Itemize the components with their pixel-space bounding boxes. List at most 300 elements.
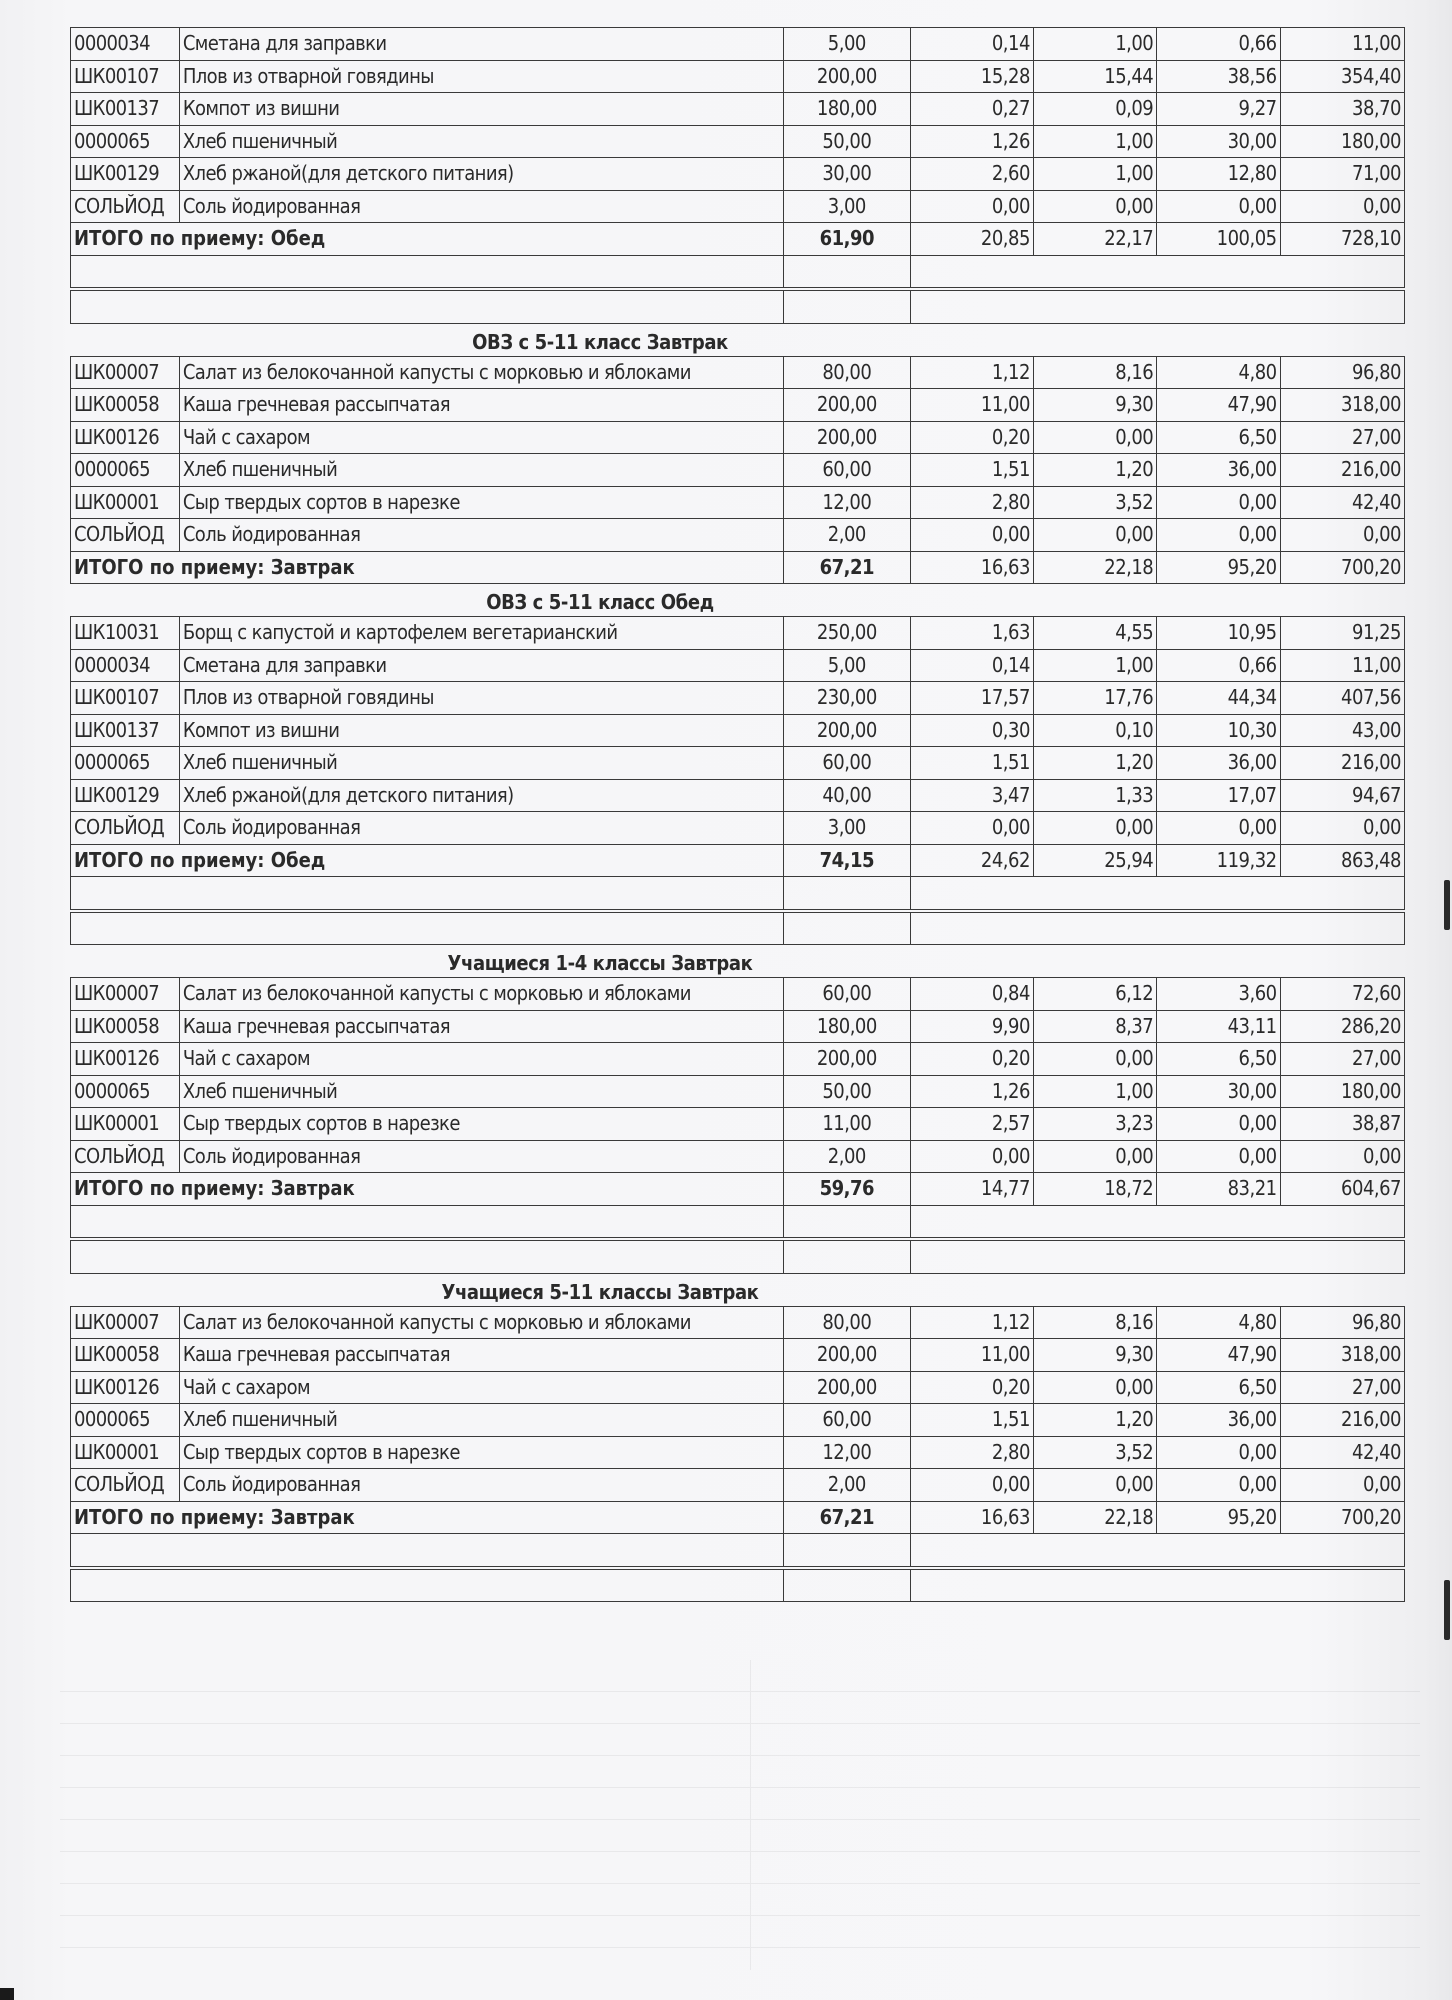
dish-proteins: 1,26 [910,1075,1033,1108]
table-row [71,978,1405,1011]
dish-name: Плов из отварной говядины [179,682,783,715]
table-row [71,1108,1405,1141]
total-kcal: 604,67 [1280,1173,1404,1206]
dish-weight: 50,00 [784,125,910,158]
dish-proteins: 0,00 [910,190,1033,223]
dish-kcal: 318,00 [1280,389,1404,422]
dish-proteins: 0,27 [910,93,1033,126]
table-row [71,1043,1405,1076]
dish-fats: 15,44 [1033,60,1156,93]
dish-proteins: 1,26 [910,125,1033,158]
dish-code: ШК00058 [71,1339,180,1372]
dish-weight: 230,00 [784,682,910,715]
dish-kcal: 11,00 [1280,28,1404,61]
dish-fats: 3,52 [1033,486,1156,519]
dish-code: ШК00129 [71,779,180,812]
dish-carbs: 0,00 [1157,1140,1280,1173]
blank-row [71,911,1405,945]
dish-proteins: 1,12 [910,1306,1033,1339]
dish-name: Соль йодированная [179,190,783,223]
blank-row [71,1239,1405,1273]
table-row [71,486,1405,519]
dish-carbs: 17,07 [1157,779,1280,812]
dish-kcal: 0,00 [1280,1140,1404,1173]
dish-weight: 200,00 [784,714,910,747]
dish-proteins: 1,51 [910,454,1033,487]
dish-weight: 2,00 [784,1140,910,1173]
meal-table [70,27,1405,324]
dish-carbs: 47,90 [1157,1339,1280,1372]
total-label: ИТОГО по приему: Завтрак [71,1501,784,1534]
dish-name: Хлеб пшеничный [179,1075,783,1108]
total-row [71,1501,1405,1534]
dish-kcal: 354,40 [1280,60,1404,93]
dish-proteins: 9,90 [910,1010,1033,1043]
dish-carbs: 38,56 [1157,60,1280,93]
dish-carbs: 10,95 [1157,617,1280,650]
scan-corner-mark [0,1988,14,2000]
dish-weight: 2,00 [784,519,910,552]
table-row [71,812,1405,845]
dish-carbs: 36,00 [1157,1404,1280,1437]
bleed-through-table [60,1660,1420,1970]
dish-fats: 0,00 [1033,421,1156,454]
dish-name: Салат из белокочанной капусты с морковью и яблоками [179,1306,783,1339]
dish-name: Плов из отварной говядины [179,60,783,93]
dish-proteins: 1,63 [910,617,1033,650]
dish-weight: 200,00 [784,1339,910,1372]
total-proteins: 14,77 [910,1173,1033,1206]
dish-fats: 6,12 [1033,978,1156,1011]
blank-row [71,877,1405,911]
dish-code: ШК00107 [71,682,180,715]
dish-proteins: 1,12 [910,356,1033,389]
dish-proteins: 1,51 [910,1404,1033,1437]
table-row [71,1306,1405,1339]
dish-carbs: 9,27 [1157,93,1280,126]
dish-proteins: 0,20 [910,1043,1033,1076]
dish-fats: 0,00 [1033,190,1156,223]
dish-weight: 200,00 [784,60,910,93]
dish-fats: 9,30 [1033,1339,1156,1372]
dish-code: ШК00129 [71,158,180,191]
table-row [71,1371,1405,1404]
dish-carbs: 0,00 [1157,1108,1280,1141]
dish-name: Хлеб пшеничный [179,1404,783,1437]
blank-cell [910,877,1404,911]
blank-cell [910,289,1404,323]
meal-table [70,616,1405,945]
dish-proteins: 0,00 [910,519,1033,552]
dish-proteins: 1,51 [910,747,1033,780]
dish-weight: 50,00 [784,1075,910,1108]
dish-code: СОЛЬЙОД [71,190,180,223]
dish-code: СОЛЬЙОД [71,1140,180,1173]
blank-cell [910,1205,1404,1239]
dish-carbs: 30,00 [1157,1075,1280,1108]
dish-kcal: 94,67 [1280,779,1404,812]
dish-code: ШК00137 [71,93,180,126]
dish-code: 0000034 [71,28,180,61]
dish-kcal: 286,20 [1280,1010,1404,1043]
scan-edge-mark [1444,1580,1450,1640]
total-fats: 18,72 [1033,1173,1156,1206]
dish-code: ШК00126 [71,1043,180,1076]
dish-weight: 3,00 [784,190,910,223]
table-row [71,779,1405,812]
dish-fats: 4,55 [1033,617,1156,650]
dish-code: СОЛЬЙОД [71,812,180,845]
dish-carbs: 0,00 [1157,1436,1280,1469]
dish-kcal: 38,87 [1280,1108,1404,1141]
total-kcal: 700,20 [1280,551,1404,584]
dish-carbs: 6,50 [1157,1371,1280,1404]
blank-cell [784,289,910,323]
dish-proteins: 0,00 [910,1140,1033,1173]
table-row [71,389,1405,422]
table-row [71,649,1405,682]
dish-kcal: 11,00 [1280,649,1404,682]
dish-weight: 200,00 [784,1371,910,1404]
dish-carbs: 4,80 [1157,356,1280,389]
dish-weight: 2,00 [784,1469,910,1502]
dish-kcal: 180,00 [1280,125,1404,158]
table-row [71,1404,1405,1437]
dish-code: 0000065 [71,1404,180,1437]
dish-name: Сыр твердых сортов в нарезке [179,1108,783,1141]
dish-code: 0000065 [71,1075,180,1108]
dish-kcal: 96,80 [1280,356,1404,389]
total-price: 67,21 [784,551,910,584]
dish-code: 0000065 [71,454,180,487]
dish-proteins: 0,14 [910,649,1033,682]
total-fats: 22,18 [1033,551,1156,584]
dish-code: ШК00058 [71,1010,180,1043]
menu-document [70,27,1405,1602]
blank-cell [784,255,910,289]
dish-fats: 8,16 [1033,1306,1156,1339]
dish-carbs: 0,00 [1157,486,1280,519]
dish-name: Каша гречневая рассыпчатая [179,1339,783,1372]
table-row [71,60,1405,93]
section-title: ОВЗ с 5-11 класс Завтрак [472,329,728,354]
dish-carbs: 47,90 [1157,389,1280,422]
dish-fats: 1,20 [1033,747,1156,780]
dish-proteins: 11,00 [910,1339,1033,1372]
dish-code: ШК00007 [71,978,180,1011]
total-carbs: 83,21 [1157,1173,1280,1206]
dish-carbs: 10,30 [1157,714,1280,747]
dish-kcal: 42,40 [1280,486,1404,519]
blank-cell [910,911,1404,945]
table-row [71,125,1405,158]
total-fats: 22,17 [1033,223,1156,256]
dish-name: Хлеб пшеничный [179,454,783,487]
dish-weight: 5,00 [784,649,910,682]
table-row [71,93,1405,126]
total-proteins: 16,63 [910,1501,1033,1534]
total-price: 74,15 [784,844,910,877]
dish-kcal: 180,00 [1280,1075,1404,1108]
dish-proteins: 0,20 [910,1371,1033,1404]
blank-cell [71,1205,784,1239]
total-kcal: 863,48 [1280,844,1404,877]
dish-kcal: 91,25 [1280,617,1404,650]
total-row [71,223,1405,256]
meal-table [70,977,1405,1274]
dish-code: 0000065 [71,125,180,158]
dish-fats: 3,52 [1033,1436,1156,1469]
blank-cell [910,1239,1404,1273]
dish-fats: 1,00 [1033,125,1156,158]
dish-kcal: 72,60 [1280,978,1404,1011]
table-row [71,1436,1405,1469]
blank-row [71,255,1405,289]
blank-cell [784,1568,910,1602]
meal-table [70,356,1405,585]
dish-kcal: 318,00 [1280,1339,1404,1372]
dish-fats: 1,00 [1033,1075,1156,1108]
table-row [71,747,1405,780]
dish-weight: 60,00 [784,978,910,1011]
dish-fats: 1,00 [1033,649,1156,682]
section-title: Учащиеся 5-11 классы Завтрак [441,1279,759,1304]
dish-carbs: 6,50 [1157,1043,1280,1076]
dish-carbs: 36,00 [1157,747,1280,780]
blank-cell [784,1534,910,1568]
dish-kcal: 407,56 [1280,682,1404,715]
dish-name: Соль йодированная [179,1469,783,1502]
blank-cell [71,911,784,945]
dish-kcal: 96,80 [1280,1306,1404,1339]
dish-name: Борщ с капустой и картофелем вегетарианский [179,617,783,650]
dish-carbs: 30,00 [1157,125,1280,158]
dish-carbs: 0,66 [1157,649,1280,682]
dish-code: ШК00001 [71,1108,180,1141]
dish-name: Салат из белокочанной капусты с морковью и яблоками [179,978,783,1011]
dish-proteins: 11,00 [910,389,1033,422]
dish-weight: 40,00 [784,779,910,812]
dish-code: СОЛЬЙОД [71,519,180,552]
dish-name: Сыр твердых сортов в нарезке [179,486,783,519]
dish-carbs: 12,80 [1157,158,1280,191]
total-proteins: 16,63 [910,551,1033,584]
table-row [71,714,1405,747]
total-price: 67,21 [784,1501,910,1534]
dish-name: Соль йодированная [179,1140,783,1173]
dish-code: ШК00126 [71,421,180,454]
dish-weight: 11,00 [784,1108,910,1141]
dish-carbs: 4,80 [1157,1306,1280,1339]
dish-fats: 1,33 [1033,779,1156,812]
dish-proteins: 2,60 [910,158,1033,191]
dish-kcal: 216,00 [1280,454,1404,487]
dish-code: ШК00001 [71,486,180,519]
section-title: Учащиеся 1-4 классы Завтрак [447,951,753,975]
dish-code: ШК00058 [71,389,180,422]
table-row [71,617,1405,650]
table-row [71,356,1405,389]
dish-kcal: 27,00 [1280,421,1404,454]
dish-fats: 0,00 [1033,519,1156,552]
dish-proteins: 0,14 [910,28,1033,61]
total-fats: 22,18 [1033,1501,1156,1534]
total-kcal: 728,10 [1280,223,1404,256]
total-carbs: 95,20 [1157,1501,1280,1534]
dish-proteins: 2,80 [910,486,1033,519]
dish-fats: 8,16 [1033,356,1156,389]
blank-row [71,289,1405,323]
dish-kcal: 0,00 [1280,519,1404,552]
dish-kcal: 43,00 [1280,714,1404,747]
dish-kcal: 0,00 [1280,812,1404,845]
dish-name: Каша гречневая рассыпчатая [179,389,783,422]
dish-fats: 0,00 [1033,1140,1156,1173]
dish-weight: 5,00 [784,28,910,61]
total-proteins: 24,62 [910,844,1033,877]
total-fats: 25,94 [1033,844,1156,877]
total-carbs: 95,20 [1157,551,1280,584]
dish-code: ШК00001 [71,1436,180,1469]
blank-cell [784,911,910,945]
dish-carbs: 6,50 [1157,421,1280,454]
dish-code: ШК00126 [71,1371,180,1404]
table-row [71,682,1405,715]
dish-fats: 0,00 [1033,1469,1156,1502]
dish-proteins: 0,00 [910,1469,1033,1502]
dish-name: Чай с сахаром [179,1371,783,1404]
total-proteins: 20,85 [910,223,1033,256]
dish-code: ШК10031 [71,617,180,650]
dish-code: 0000034 [71,649,180,682]
dish-carbs: 0,00 [1157,519,1280,552]
table-row [71,519,1405,552]
dish-carbs: 3,60 [1157,978,1280,1011]
dish-code: ШК00007 [71,1306,180,1339]
dish-fats: 1,00 [1033,158,1156,191]
dish-fats: 3,23 [1033,1108,1156,1141]
dish-code: ШК00107 [71,60,180,93]
dish-fats: 0,00 [1033,1371,1156,1404]
dish-fats: 1,20 [1033,454,1156,487]
dish-weight: 12,00 [784,1436,910,1469]
dish-proteins: 17,57 [910,682,1033,715]
total-price: 59,76 [784,1173,910,1206]
dish-code: ШК00137 [71,714,180,747]
dish-kcal: 38,70 [1280,93,1404,126]
dish-name: Компот из вишни [179,714,783,747]
blank-cell [71,1568,784,1602]
table-row [71,1339,1405,1372]
blank-cell [71,1239,784,1273]
table-row [71,1140,1405,1173]
dish-name: Хлеб ржаной(для детского питания) [179,158,783,191]
dish-proteins: 2,80 [910,1436,1033,1469]
total-label: ИТОГО по приему: Обед [71,844,784,877]
blank-cell [71,877,784,911]
dish-fats: 0,00 [1033,812,1156,845]
total-label: ИТОГО по приему: Завтрак [71,551,784,584]
blank-cell [784,1239,910,1273]
dish-proteins: 15,28 [910,60,1033,93]
blank-row [71,1205,1405,1239]
table-row [71,421,1405,454]
dish-name: Компот из вишни [179,93,783,126]
total-row [71,551,1405,584]
dish-fats: 1,20 [1033,1404,1156,1437]
dish-name: Салат из белокочанной капусты с морковью и яблоками [179,356,783,389]
table-row [71,190,1405,223]
dish-name: Соль йодированная [179,519,783,552]
dish-carbs: 0,66 [1157,28,1280,61]
dish-fats: 9,30 [1033,389,1156,422]
total-kcal: 700,20 [1280,1501,1404,1534]
blank-row [71,1534,1405,1568]
blank-cell [71,289,784,323]
blank-cell [784,877,910,911]
dish-carbs: 44,34 [1157,682,1280,715]
total-label: ИТОГО по приему: Обед [71,223,784,256]
dish-weight: 3,00 [784,812,910,845]
dish-weight: 250,00 [784,617,910,650]
total-row [71,844,1405,877]
dish-name: Хлеб ржаной(для детского питания) [179,779,783,812]
blank-cell [71,255,784,289]
dish-name: Каша гречневая рассыпчатая [179,1010,783,1043]
dish-carbs: 0,00 [1157,812,1280,845]
dish-carbs: 43,11 [1157,1010,1280,1043]
dish-name: Чай с сахаром [179,1043,783,1076]
dish-weight: 200,00 [784,389,910,422]
dish-proteins: 2,57 [910,1108,1033,1141]
blank-cell [71,1534,784,1568]
dish-kcal: 216,00 [1280,1404,1404,1437]
dish-weight: 180,00 [784,1010,910,1043]
table-row [71,1469,1405,1502]
dish-code: ШК00007 [71,356,180,389]
total-carbs: 100,05 [1157,223,1280,256]
meal-table [70,1306,1405,1603]
blank-cell [910,255,1404,289]
table-row [71,158,1405,191]
dish-proteins: 0,20 [910,421,1033,454]
table-row [71,1010,1405,1043]
dish-carbs: 0,00 [1157,190,1280,223]
blank-cell [910,1568,1404,1602]
total-row [71,1173,1405,1206]
dish-kcal: 27,00 [1280,1371,1404,1404]
dish-name: Хлеб пшеничный [179,125,783,158]
dish-weight: 60,00 [784,1404,910,1437]
dish-kcal: 27,00 [1280,1043,1404,1076]
dish-kcal: 42,40 [1280,1436,1404,1469]
dish-name: Сметана для заправки [179,649,783,682]
dish-weight: 80,00 [784,356,910,389]
dish-weight: 200,00 [784,1043,910,1076]
dish-proteins: 0,30 [910,714,1033,747]
dish-fats: 0,10 [1033,714,1156,747]
dish-weight: 12,00 [784,486,910,519]
dish-carbs: 0,00 [1157,1469,1280,1502]
dish-kcal: 0,00 [1280,1469,1404,1502]
dish-name: Соль йодированная [179,812,783,845]
section-title: ОВЗ с 5-11 класс Обед [486,590,714,614]
total-price: 61,90 [784,223,910,256]
dish-fats: 0,00 [1033,1043,1156,1076]
dish-fats: 1,00 [1033,28,1156,61]
dish-kcal: 216,00 [1280,747,1404,780]
dish-proteins: 3,47 [910,779,1033,812]
